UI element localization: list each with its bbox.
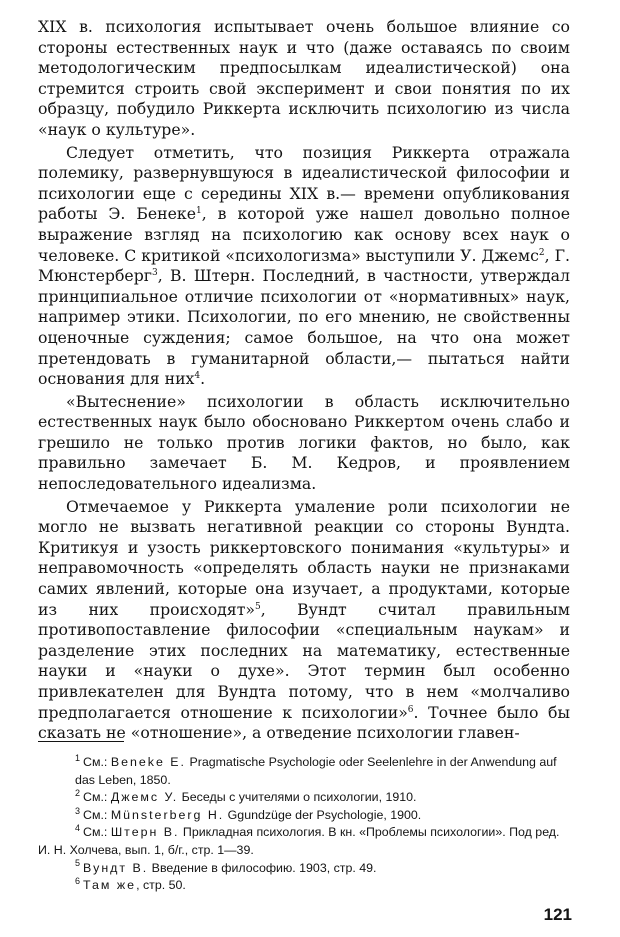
footnote-mark: 3 (75, 805, 81, 816)
footnote-author: Там же (83, 878, 137, 893)
footnote-author: Джемс У. (110, 790, 179, 805)
footnote-text: Прикладная психология. В кн. «Проблемы психологии». Под ред. И. Н. Холчева, вып. 1, б/г., стр. 1—39. (38, 825, 560, 857)
footnote-mark: 5 (75, 858, 81, 869)
footnote-3 (38, 807, 570, 825)
footnote-prefix: См.: (83, 807, 111, 822)
paragraph-2-text-5: . (200, 369, 206, 389)
footnote-4 (38, 824, 570, 859)
footnote-mark: 4 (75, 823, 81, 834)
paragraph-3: «Вытеснение» психологии в область исключительно естественных наук было обосновано Риккертом очень слабо и грешило не только против логики фактов, но было, как правильно замечает Б. М. Кедров, и проявлением непоследовательного идеализма. (38, 391, 570, 494)
paragraph-4 (38, 497, 570, 744)
page-number: 121 (543, 905, 572, 924)
footnote-mark: 1 (75, 752, 81, 763)
footnote-author: Вундт В. (83, 860, 149, 875)
footnote-author: Штерн В. (110, 825, 180, 840)
paragraph-2-text-2: , в которой уже нашел довольно полное выражение взгляд на психологию как основу всех наук о человеке. С критикой «психологизма» выступили У. Джемс (38, 204, 570, 265)
footnote-ref-5: 5 (254, 601, 261, 612)
footnote-text: Беседы с учителями о психологии, 1910. (178, 790, 417, 805)
footnote-ref-2: 2 (538, 247, 545, 258)
footnote-ref-3: 3 (151, 267, 158, 278)
footnote-6 (38, 877, 570, 895)
paragraph-1: XIX в. психология испытывает очень большое влияние со стороны естественных наук и что (даже оставаясь по своим методологическим предпосылкам идеалистической) она стремится строить свой эксперимент и свои понятия по их образцу, побудило Риккерта исключить психологию из числа «наук о культуре». (38, 17, 570, 139)
footnote-2 (38, 789, 570, 807)
footnotes (38, 754, 570, 895)
paragraph-2-text-3: , Г. Мюнстерберг (38, 245, 570, 286)
footnote-text: Pragmatische Psychologie oder Seelenlehre in der Anwendung auf das Leben, 1850. (75, 755, 557, 787)
footnote-mark: 6 (75, 876, 81, 887)
main-text (38, 17, 570, 744)
footnote-text: Ggundzüge der Psychologie, 1900. (224, 807, 422, 822)
footnote-ref-6: 6 (407, 704, 414, 715)
paragraph-2-text-4: , В. Штерн. Последний, в частности, утверждал принципиальное отличие психологии от «нормативных» наук, например этики. Психологии, по его мнению, не свойственны оценочные суждения; самое большое, на что она может претендовать в гуманитарной области,— пытаться найти основания для них (38, 266, 570, 389)
footnote-prefix: См.: (83, 755, 111, 769)
footnote-ref-1: 1 (195, 206, 202, 217)
footnote-text: , стр. 50. (136, 878, 186, 893)
footnote-prefix: См.: (83, 790, 111, 805)
paragraph-2 (38, 143, 570, 390)
footnote-prefix: См.: (83, 825, 111, 840)
paragraph-2-text-1: Следует отметить, что позиция Риккерта отражала полемику, развернувшуюся в идеалистической философии и психологии еще с середины XIX в.— времени опубликования работы Э. Бенеке (38, 142, 570, 224)
paragraph-4-text-2: , Вундт считал правильным противопоставление философии «специальным наукам» и разделение этих последних на математику, естественные науки и «науки о духе». Этот термин был особенно привлекателен для Вундта потому, что в нем «молчаливо предполагается отношение к психологии» (38, 599, 570, 722)
footnote-author: Münsterberg H. (110, 807, 225, 822)
footnote-divider (38, 741, 124, 742)
paragraph-4-text-3: . Точнее было бы сказать не «отношение», а отведение психологии главен- (38, 702, 570, 743)
paragraph-4-text-1: Отмечаемое у Риккерта умаление роли психологии не могло не вызвать негативной реакции со стороны Вундта. Критикуя и узость риккертовского понимания «культуры» и неправомочность «определять область науки не признаками самих явлений, которые она изучает, а продуктами, которые из них происходят» (38, 496, 570, 619)
footnote-text: Введение в философию. 1903, стр. 49. (148, 860, 377, 875)
footnote-mark: 2 (75, 788, 81, 799)
footnote-ref-4: 4 (194, 370, 201, 381)
footnote-5 (38, 860, 570, 878)
footnote-author: Beneke E. (110, 755, 186, 769)
footnote-1 (38, 754, 570, 789)
